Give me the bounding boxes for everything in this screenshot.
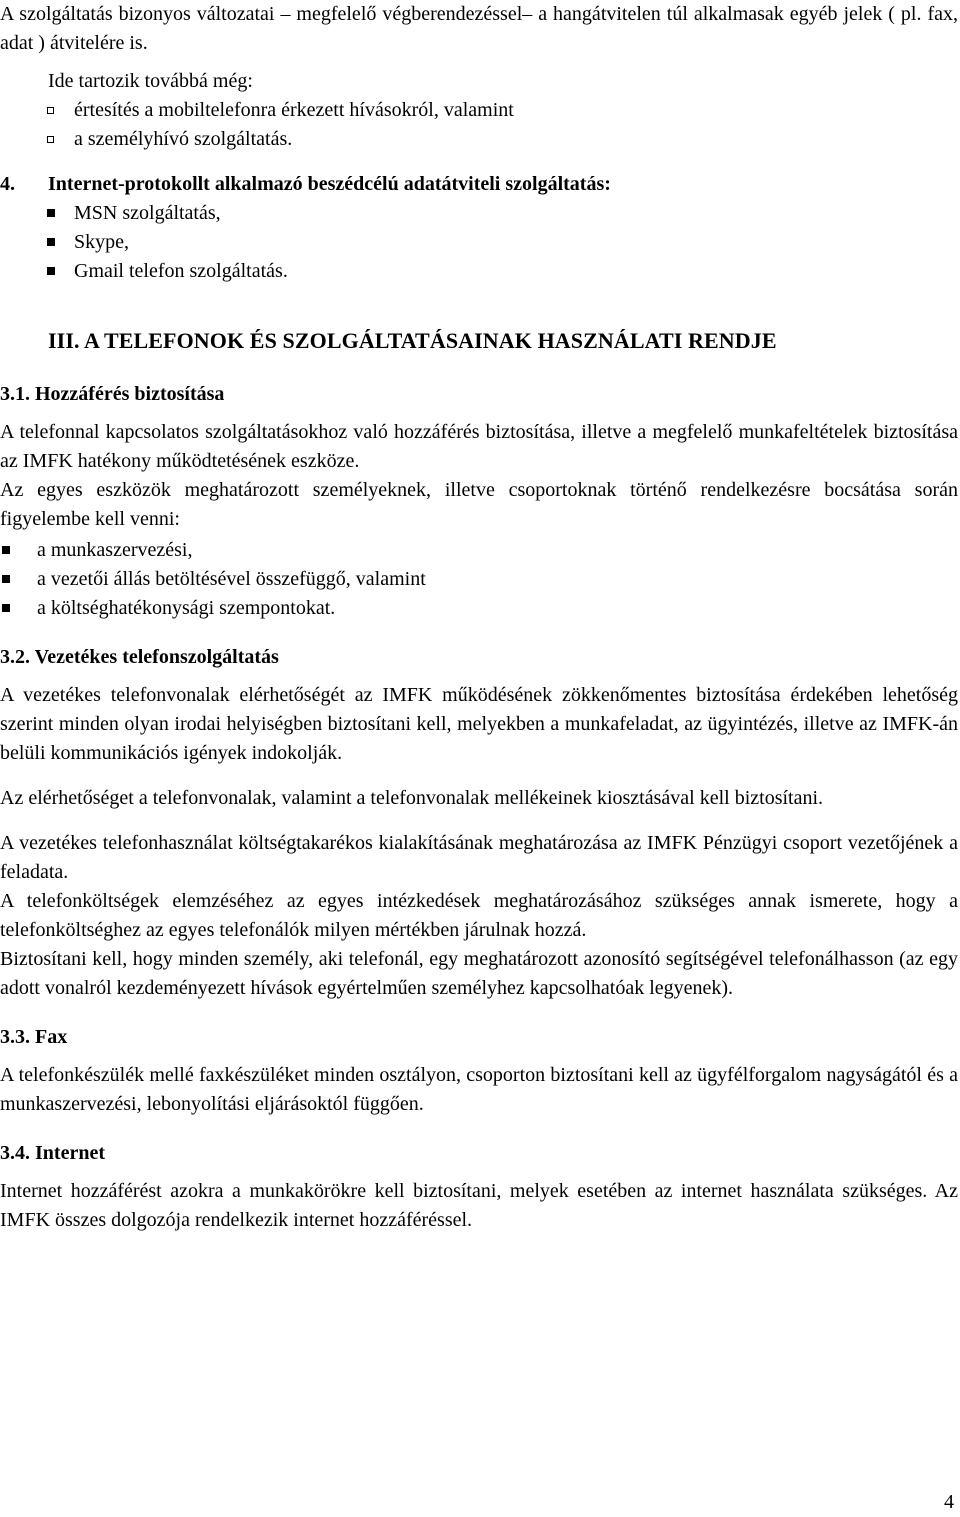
section-3-2-paragraph-3: A vezetékes telefonhasználat költségtakarékos kialakításának meghatározása az IMFK Pénzügyi csoport vezetőjének a feladata. — [0, 832, 958, 883]
section-3-1-list — [0, 536, 958, 623]
list-item: a vezetői állás betöltésével összefüggő, valamint — [0, 565, 958, 594]
square-bullet-icon — [2, 546, 10, 554]
item-4-list — [0, 199, 958, 286]
section-3-1-paragraph-2: Az egyes eszközök meghatározott személyeknek, illetve csoportoknak történő rendelkezésre bocsátása során figyelembe kell venni: — [0, 479, 958, 530]
intro-paragraph-2: Ide tartozik továbbá még: — [48, 70, 253, 92]
list-item: a személyhívó szolgáltatás. — [0, 125, 958, 154]
section-3-4-heading: 3.4. Internet — [0, 1142, 105, 1164]
page-number: 4 — [944, 1491, 954, 1513]
intro-paragraph-1: A szolgáltatás bizonyos változatai – megfelelő végberendezéssel– a hangátvitelen túl alkalmasak egyéb jelek ( pl. fax, adat ) átvitelére is. — [0, 3, 958, 54]
list-item: a költséghatékonysági szempontokat. — [0, 594, 958, 623]
hollow-bullet-list — [0, 96, 958, 154]
section-3-1-paragraph-1: A telefonnal kapcsolatos szolgáltatásokhoz való hozzáférés biztosítása, illetve a megfelelő munkafeltételek biztosítása az IMFK hatékony működtetésének eszköze. — [0, 421, 958, 472]
square-bullet-icon — [2, 575, 10, 583]
section-3-4-paragraph-1: Internet hozzáférést azokra a munkakörökre kell biztosítani, melyek esetében az internet használata szükséges. Az IMFK összes dolgozója rendelkezik internet hozzáféréssel. — [0, 1180, 958, 1231]
section-3-3-heading: 3.3. Fax — [0, 1026, 68, 1048]
section-3-2-heading: 3.2. Vezetékes telefonszolgáltatás — [0, 646, 279, 668]
hollow-square-bullet-icon — [47, 107, 54, 114]
section-3-2-paragraph-1: A vezetékes telefonvonalak elérhetőségét az IMFK működésének zökkenőmentes biztosítása érdekében lehetőség szerint minden olyan irodai helyiségben biztosítani kell, melyekben a munkafeladat, az ügyintézés, illetve az IMFK-án belüli kommunikációs igények indokolják. — [0, 684, 958, 764]
list-item: értesítés a mobiltelefonra érkezett hívásokról, valamint — [0, 96, 958, 125]
square-bullet-icon — [47, 238, 55, 246]
section-3-2-paragraph-5: Biztosítani kell, hogy minden személy, aki telefonál, egy meghatározott azonosító segítségével telefonálhasson (az egy adott vonalról kezdeményezett hívások egyértelműen személyhez kapcsolhatóak legyenek). — [0, 948, 958, 999]
square-bullet-icon — [47, 209, 55, 217]
square-bullet-icon — [2, 604, 10, 612]
list-item: Gmail telefon szolgáltatás. — [0, 257, 958, 286]
section-3-3-paragraph-1: A telefonkészülék mellé faxkészüléket minden osztályon, csoporton biztosítani kell az ügyfélforgalom nagyságától és a munkaszervezési, lebonyolítási eljárásoktól függően. — [0, 1064, 958, 1115]
list-item: Skype, — [0, 228, 958, 257]
chapter-title: III. A TELEFONOK ÉS SZOLGÁLTATÁSAINAK HASZNÁLATI RENDJE — [48, 328, 777, 353]
section-3-2-paragraph-4: A telefonköltségek elemzéséhez az egyes intézkedések meghatározásához szükséges annak ismerete, hogy a telefonköltséghez az egyes telefonálók milyen mértékben járulnak hozzá. — [0, 890, 958, 941]
section-3-1-heading: 3.1. Hozzáférés biztosítása — [0, 383, 225, 405]
list-item: MSN szolgáltatás, — [0, 199, 958, 228]
square-bullet-icon — [47, 267, 55, 275]
section-3-2-paragraph-2: Az elérhetőséget a telefonvonalak, valamint a telefonvonalak mellékeinek kiosztásával kell biztosítani. — [0, 787, 824, 809]
list-item: a munkaszervezési, — [0, 536, 958, 565]
item-4-heading: 4. Internet-protokollt alkalmazó beszédcélú adatátviteli szolgáltatás: — [0, 173, 611, 195]
hollow-square-bullet-icon — [47, 136, 54, 143]
